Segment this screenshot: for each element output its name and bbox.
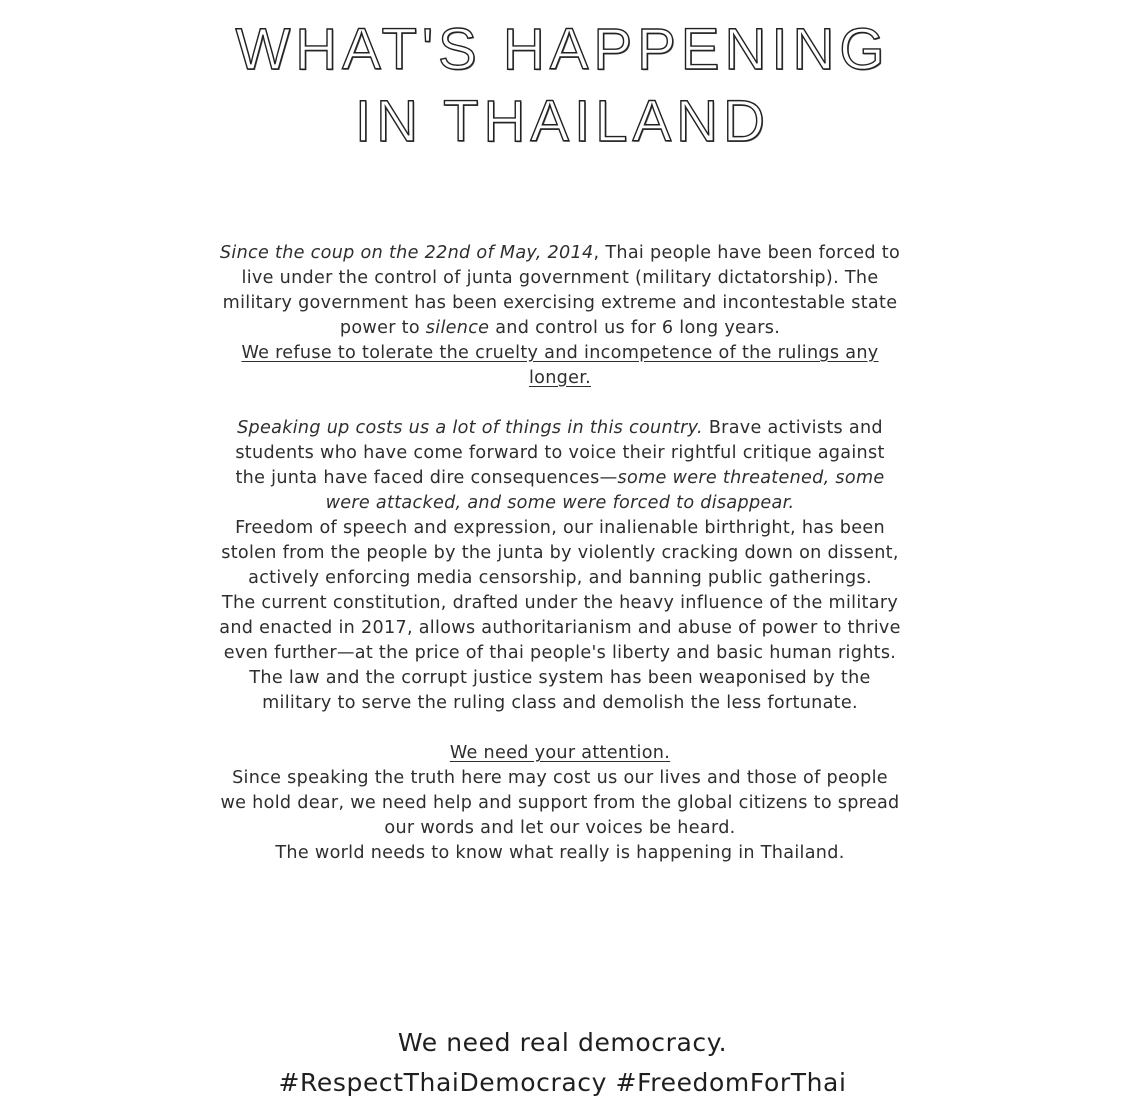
title-line-1: WHAT'S HAPPENING: [235, 17, 890, 82]
spacer: [218, 716, 902, 741]
activists-text: Brave activists and students who have come forward to voice their rightful critique against the junta have faced dire consequences—: [235, 418, 885, 488]
speaking-up-intro: Speaking up costs us a lot of things in this country.: [237, 418, 703, 438]
freedom-text: Freedom of speech and expression, our inalienable birthright, has been stolen from the people by the junta by violently cracking down on dissent, actively enforcing media censorship, and banning public gatherings.: [221, 518, 899, 588]
refuse-statement: We refuse to tolerate the cruelty and incompetence of the rulings any longer.: [241, 343, 879, 388]
consequences-text: some were threatened, some were attacked, and some were forced to disappear.: [325, 468, 885, 513]
world-needs-text: The world needs to know what really is happening in Thailand.: [275, 843, 845, 863]
silence-word: silence: [425, 318, 490, 338]
hashtags: #RespectThaiDemocracy #FreedomForThai: [278, 1068, 847, 1097]
statement-body: [218, 241, 902, 866]
spacer: [218, 391, 902, 416]
coup-text: , Thai people have been forced to live under the control of junta government (military dictatorship). The military government has been exercising extreme and incontestable state power to: [222, 243, 901, 338]
coup-text-end: and control us for 6 long years.: [489, 318, 781, 338]
support-text: Since speaking the truth here may cost us our lives and those of people we hold dear, we need help and support from the global citizens to spread our words and let our voices be heard.: [220, 768, 900, 838]
page-title: [0, 14, 1125, 158]
constitution-text: The current constitution, drafted under the heavy influence of the military and enacted in 2017, allows authoritarianism and abuse of power to thrive even further—at the price of thai people's liberty and basic human rights. The law and the corrupt justice system has been weaponised by the military to serve the ruling class and demolish the less fortunate.: [219, 593, 901, 713]
paragraph-speaking-up: [218, 416, 902, 516]
footer: [0, 1023, 1125, 1103]
democracy-slogan: We need real democracy.: [397, 1028, 728, 1057]
coup-date-intro: Since the coup on the 22nd of May, 2014: [219, 243, 594, 263]
paragraph-coup: [218, 241, 902, 341]
title-line-2: IN THAILAND: [355, 89, 770, 154]
attention-heading: We need your attention.: [449, 743, 671, 763]
